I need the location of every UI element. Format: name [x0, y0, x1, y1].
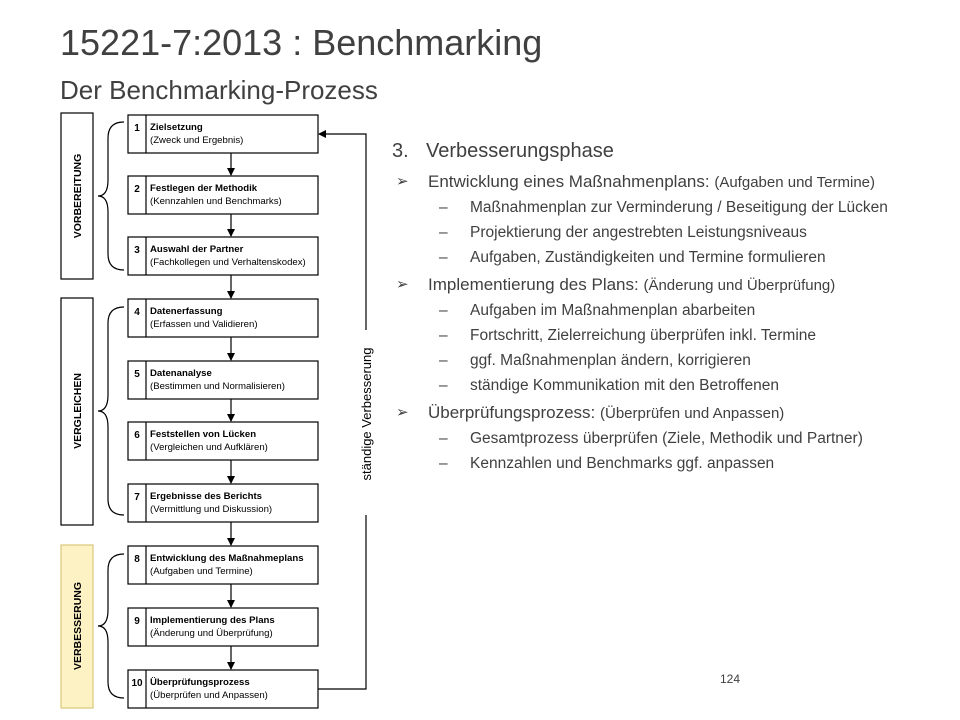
sub-bullet-item — [392, 351, 952, 371]
step-7 — [128, 484, 318, 522]
step-subtitle: (Kennzahlen und Benchmarks) — [150, 196, 282, 207]
bullet-paren: (Änderung und Überprüfung) — [643, 277, 836, 294]
arrow-bullet-icon: ➢ — [396, 276, 409, 293]
phase-label-vorbereitung: VORBEREITUNG — [72, 153, 84, 239]
dash-bullet-icon: – — [439, 455, 448, 472]
sub-bullet-text: Aufgaben im Maßnahmenplan abarbeiten — [470, 302, 756, 319]
page-subtitle: Der Benchmarking-Prozess — [60, 75, 378, 105]
bullet-text: Implementierung des Plans: — [428, 275, 639, 294]
section-title: Verbesserungsphase — [426, 140, 614, 162]
sub-bullet-item — [392, 454, 952, 474]
sub-bullet-text: Maßnahmenplan zur Verminderung / Beseitigung der Lücken — [470, 199, 888, 216]
phase-label-vergleichen: VERGLEICHEN — [72, 373, 84, 449]
sub-bullet-text: Projektierung der angestrebten Leistungsniveaus — [470, 224, 807, 241]
sub-bullet-item — [392, 429, 952, 449]
sub-bullet-text: Gesamtprozess überprüfen (Ziele, Methodik und Partner) — [470, 430, 863, 447]
sub-bullet-item — [392, 376, 952, 396]
arrow-bullet-icon: ➢ — [396, 404, 409, 421]
step-subtitle: (Vergleichen und Aufklären) — [150, 442, 268, 453]
section-heading — [392, 140, 952, 163]
step-subtitle: (Fachkollegen und Verhaltenskodex) — [150, 257, 306, 268]
sub-bullet-item — [392, 223, 952, 243]
bullet-text: Entwicklung eines Maßnahmenplans: — [428, 172, 710, 191]
phase-verbesserung — [61, 545, 93, 708]
dash-bullet-icon: – — [439, 224, 448, 241]
step-number: 7 — [134, 492, 140, 503]
step-4 — [128, 299, 318, 337]
phase-label-verbesserung: VERBESSERUNG — [72, 581, 84, 671]
step-subtitle: (Aufgaben und Termine) — [150, 566, 253, 577]
step-title: Datenanalyse — [150, 368, 212, 379]
sub-bullet-text: ggf. Maßnahmenplan ändern, korrigieren — [470, 352, 751, 369]
step-title: Implementierung des Plans — [150, 615, 275, 626]
step-6 — [128, 422, 318, 460]
dash-bullet-icon: – — [439, 430, 448, 447]
step-subtitle: (Vermittlung und Diskussion) — [150, 504, 273, 515]
step-title: Auswahl der Partner — [150, 244, 244, 255]
step-subtitle: (Überprüfen und Anpassen) — [150, 690, 268, 701]
bullet-item — [392, 171, 952, 193]
step-number: 3 — [134, 245, 140, 256]
bullet-item — [392, 402, 952, 424]
step-subtitle: (Erfassen und Validieren) — [150, 319, 258, 330]
dash-bullet-icon: – — [439, 377, 448, 394]
sub-bullet-item — [392, 198, 952, 218]
step-title: Ergebnisse des Berichts — [150, 491, 262, 502]
step-1 — [128, 115, 318, 153]
bullet-paren: (Überprüfen und Anpassen) — [600, 405, 785, 422]
arrow-bullet-icon: ➢ — [396, 173, 409, 190]
sub-bullet-item — [392, 248, 952, 268]
step-10 — [128, 670, 318, 708]
step-title: Feststellen von Lücken — [150, 429, 257, 440]
step-subtitle: (Zweck und Ergebnis) — [150, 135, 244, 146]
step-number: 1 — [134, 123, 140, 134]
step-number: 6 — [134, 430, 140, 441]
dash-bullet-icon: – — [439, 352, 448, 369]
dash-bullet-icon: – — [439, 327, 448, 344]
step-title: Zielsetzung — [150, 122, 203, 133]
step-subtitle: (Bestimmen und Normalisieren) — [150, 381, 285, 392]
sub-bullet-text: Fortschritt, Zielerreichung überprüfen inkl. Termine — [470, 327, 817, 344]
brace-verbesserung — [98, 554, 124, 698]
page-number: 124 — [720, 672, 741, 686]
step-5 — [128, 361, 318, 399]
dash-bullet-icon: – — [439, 302, 448, 319]
step-8 — [128, 546, 318, 584]
step-number: 10 — [131, 678, 143, 689]
step-2 — [128, 176, 318, 214]
step-number: 8 — [134, 554, 140, 565]
step-title: Festlegen der Methodik — [150, 183, 258, 194]
step-subtitle: (Änderung und Überprüfung) — [150, 628, 273, 639]
sub-bullet-text: Aufgaben, Zuständigkeiten und Termine formulieren — [470, 249, 826, 266]
step-number: 5 — [134, 369, 140, 380]
page-title: 15221-7:2013 : Benchmarking — [60, 22, 543, 63]
sub-bullet-item — [392, 326, 952, 346]
phase-vergleichen — [61, 298, 93, 525]
bullet-item — [392, 274, 952, 296]
step-9 — [128, 608, 318, 646]
bullet-text: Überprüfungsprozess: — [428, 403, 596, 422]
sub-bullet-item — [392, 301, 952, 321]
brace-vergleichen — [98, 307, 124, 515]
dash-bullet-icon: – — [439, 249, 448, 266]
step-title: Überprüfungsprozess — [150, 677, 250, 688]
step-number: 2 — [134, 184, 140, 195]
brace-vorbereitung — [98, 122, 124, 270]
bullet-paren: (Aufgaben und Termine) — [714, 174, 876, 191]
step-3 — [128, 237, 318, 275]
step-title: Entwicklung des Maßnahmeplans — [150, 553, 304, 564]
step-title: Datenerfassung — [150, 306, 223, 317]
sub-bullet-text: ständige Kommunikation mit den Betroffenen — [470, 377, 780, 394]
sub-bullet-text: Kennzahlen und Benchmarks ggf. anpassen — [470, 455, 775, 472]
step-number: 4 — [134, 307, 140, 318]
phase-vorbereitung — [61, 113, 93, 279]
step-number: 9 — [134, 616, 140, 627]
dash-bullet-icon: – — [439, 199, 448, 216]
section-number: 3. — [392, 140, 409, 162]
loop-label: ständige Verbesserung — [359, 347, 374, 481]
content-panel — [392, 140, 952, 474]
